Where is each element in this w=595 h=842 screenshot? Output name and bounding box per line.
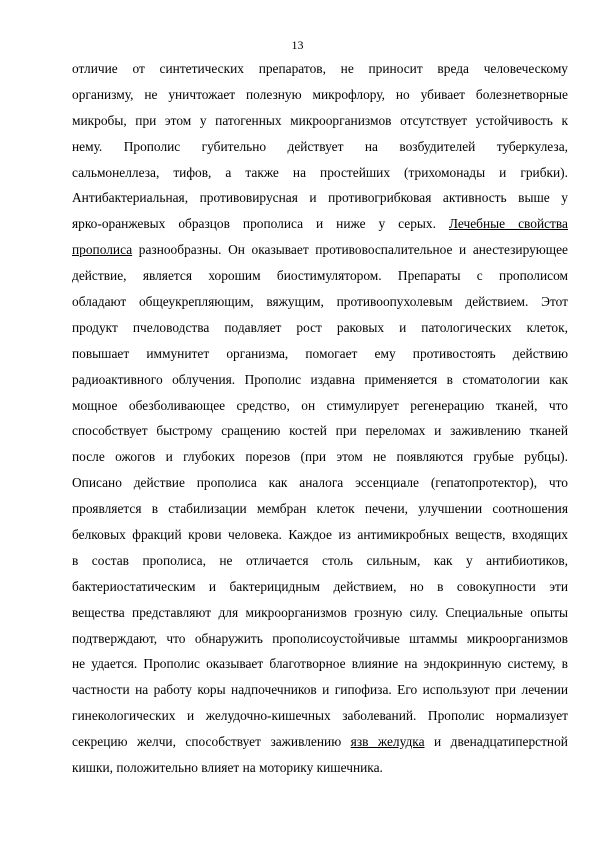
text-line: после ожогов и глубоких порезов (при этом не появляются грубые рубцы). xyxy=(72,449,568,465)
text-line-with-link xyxy=(72,729,568,755)
text-segment: разнообразны. Он оказывает противовоспалительное и анестезирующее xyxy=(138,242,568,258)
text-line: частности на работу коры надпочечников и гипофиза. Его используют при лечении xyxy=(72,682,568,698)
text-line-last: кишки, положительно влияет на моторику кишечника. xyxy=(72,760,383,776)
text-line: способствует быстрому сращению костей при переломах и заживлению тканей xyxy=(72,423,568,439)
text-line: действие, является хорошим биостимулятором. Препараты с прополисом xyxy=(72,268,568,284)
text-line: бактериостатическим и бактерицидным действием, но в совокупности эти xyxy=(72,578,568,594)
text-line: вещества представляют для микроорганизмов грозную силу. Специальные опыты xyxy=(72,604,568,620)
text-line: Антибактериальная, противовирусная и противогрибковая активность выше у xyxy=(72,190,568,206)
text-line: сальмонеллеза, тифов, а также на простейших (трихомонады и грибки). xyxy=(72,164,568,180)
text-line: мощное обезболивающее средство, он стимулирует регенерацию тканей, что xyxy=(72,397,568,413)
text-line: проявляется в стабилизации мембран клеток печени, улучшении соотношения xyxy=(72,501,568,517)
text-line: белковых фракций крови человека. Каждое из антимикробных веществ, входящих xyxy=(72,527,568,543)
text-line: отличие от синтетических препаратов, не приносит вреда человеческому xyxy=(72,61,568,76)
page-number: 13 xyxy=(291,38,304,52)
body-paragraph xyxy=(72,56,568,781)
healing-properties-link[interactable]: Лечебные свойства xyxy=(448,216,568,232)
text-line: повышает иммунитет организма, помогает ему противостоять действию xyxy=(72,345,568,361)
text-line-with-link xyxy=(72,237,568,263)
text-line: гинекологических и желудочно-кишечных заболеваний. Прополис нормализует xyxy=(72,708,568,724)
text-line: микробы, при этом у патогенных микроорганизмов отсутствует устойчивость к xyxy=(72,112,568,128)
text-line: в состав прополиса, не отличается столь сильным, как у антибиотиков, xyxy=(72,552,568,568)
text-line: не удается. Прополис оказывает благотворное влияние на эндокринную систему, в xyxy=(72,656,568,672)
text-line: радиоактивного облучения. Прополис издавна применяется в стоматологии как xyxy=(72,371,568,387)
text-line: Описано действие прополиса как аналога эссенциале (гепатопротектор), что xyxy=(72,475,568,491)
stomach-ulcers-link[interactable]: язв желудка xyxy=(350,734,425,750)
text-line: продукт пчеловодства подавляет рост раковых и патологических клеток, xyxy=(72,319,568,335)
text-segment: ярко-оранжевых образцов прополиса и ниже у серых. xyxy=(72,216,436,232)
text-line-with-link xyxy=(72,211,568,237)
text-line: нему. Прополис губительно действует на возбудителей туберкулеза, xyxy=(72,138,568,154)
text-segment: и двенадцатиперстной xyxy=(434,734,568,750)
text-line: организму, не уничтожает полезную микрофлору, но убивает болезнетворные xyxy=(72,86,568,102)
text-line: обладают общеукрепляющим, вяжущим, противоопухолевым действием. Этот xyxy=(72,294,568,310)
healing-properties-link-continued[interactable]: прополиса xyxy=(72,242,133,258)
text-line: подтверждают, что обнаружить прополисоустойчивые штаммы микроорганизмов xyxy=(72,630,568,646)
text-segment: секрецию желчи, способствует заживлению xyxy=(72,734,342,750)
